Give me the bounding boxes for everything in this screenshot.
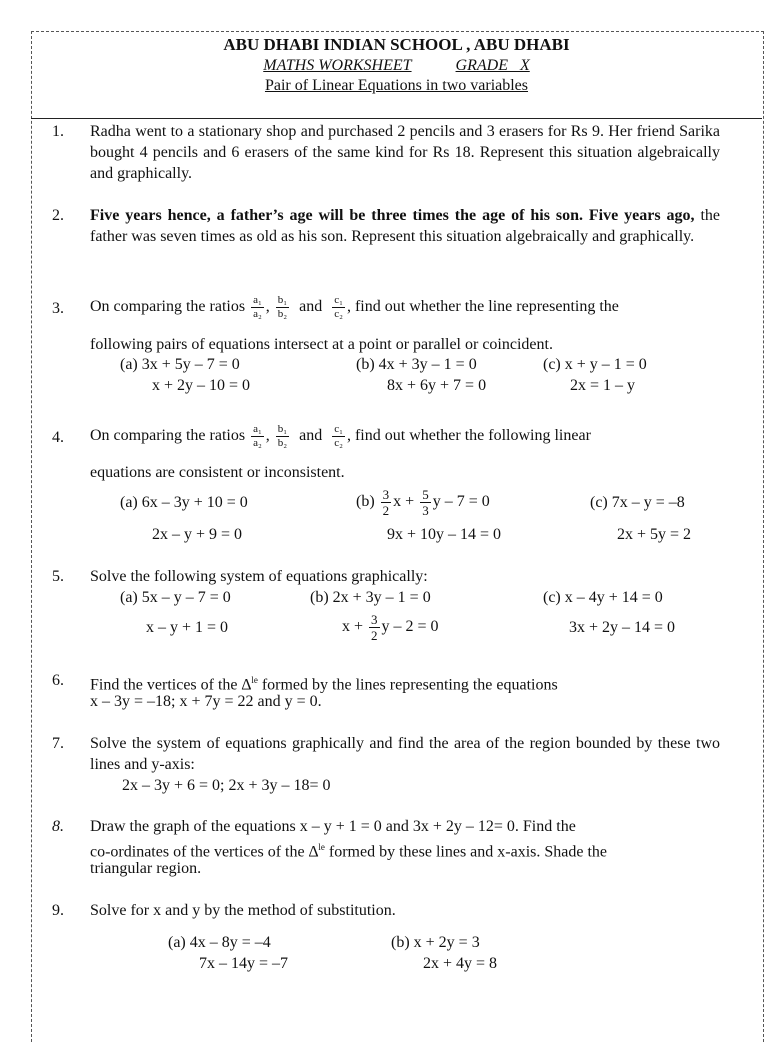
- question-3-a-eq2: x + 2y – 10 = 0: [152, 377, 251, 394]
- ratio-b: $\frac{\text{b₁}}{\text{b₂}}$: [277, 293, 288, 320]
- fraction-three-halves: $\frac{3}{2}$: [371, 611, 378, 643]
- question-3-line-2: following pairs of equations intersect at a point or parallel or coincident.: [90, 336, 553, 353]
- question-3-b-eq1: (b) 4x + 3y – 1 = 0: [356, 356, 477, 373]
- question-4-c-eq1: (c) 7x – y = –8: [590, 494, 685, 511]
- question-2: [90, 205, 720, 247]
- question-6-line-1: Find the vertices of the ∆$^{le}$ formed by the lines representing the equations: [90, 675, 558, 694]
- question-3-lead: On comparing the ratios: [90, 298, 246, 315]
- question-8-number: 8.: [52, 818, 64, 835]
- question-5-b-eq1: (b) 2x + 3y – 1 = 0: [310, 589, 431, 606]
- question-5-b-eq2: x + $\frac{3}{2}$ y – 2 = 0: [342, 611, 439, 643]
- question-9-b-eq2: 2x + 4y = 8: [423, 955, 498, 972]
- question-9-number: 9.: [52, 902, 64, 919]
- subject-label: MATHS WORKSHEET: [263, 57, 412, 74]
- question-9-a-eq2: 7x – 14y = –7: [199, 955, 289, 972]
- ratio-b: $\frac{\text{b₁}}{\text{b₂}}$: [277, 422, 288, 449]
- fraction-three-halves: $\frac{3}{2}$: [382, 486, 390, 518]
- worksheet-subtitle: [31, 56, 762, 76]
- question-9-a-eq1: (a) 4x – 8y = –4: [168, 934, 271, 951]
- question-3-c-eq2: 2x = 1 – y: [570, 377, 636, 394]
- question-4-number: 4.: [52, 429, 64, 446]
- question-5-a-eq2: x – y + 1 = 0: [146, 619, 229, 636]
- question-8-line-1: Draw the graph of the equations x – y + 1 = 0 and 3x + 2y – 12= 0. Find the: [90, 818, 576, 835]
- question-2-number: 2.: [52, 207, 64, 224]
- question-3-number: 3.: [52, 300, 64, 317]
- ratio-c: $\frac{\text{c₁}}{\text{c₂}}$: [334, 293, 343, 320]
- question-5-c-eq1: (c) x – 4y + 14 = 0: [543, 589, 663, 606]
- question-6-number: 6.: [52, 672, 64, 689]
- question-4-line-2: equations are consistent or inconsistent.: [90, 464, 345, 481]
- question-7-equations: 2x – 3y + 6 = 0; 2x + 3y – 18= 0: [122, 777, 331, 794]
- ratio-a: $\frac{\text{a₁}}{\text{a₂}}$: [253, 293, 262, 320]
- question-4-b-eq2: 9x + 10y – 14 = 0: [387, 526, 502, 543]
- question-4-a-eq2: 2x – y + 9 = 0: [152, 526, 243, 543]
- question-4-lead: On comparing the ratios: [90, 427, 246, 444]
- question-3-c-eq1: (c) x + y – 1 = 0: [543, 356, 647, 373]
- question-5-text: Solve the following system of equations graphically:: [90, 568, 428, 585]
- question-4-line-1: On comparing the ratios $\frac{\text{a₁}}{\text{a₂}}$ , $\frac{\text{b₁}}{\text{b₂}}$ and $\frac{\text{c₁}}{\text{c₂}}$ , find out whether the following linear: [90, 422, 591, 449]
- question-5-a-eq1: (a) 5x – y – 7 = 0: [120, 589, 231, 606]
- fraction-five-thirds: $\frac{5}{3}$: [422, 486, 429, 518]
- question-7-number: 7.: [52, 735, 64, 752]
- header-divider: [31, 118, 762, 119]
- question-3-a-eq1: (a) 3x + 5y – 7 = 0: [120, 356, 240, 373]
- question-4-b-eq1: (b) $\frac{3}{2}$ x + $\frac{5}{3}$ y – 7 = 0: [356, 486, 490, 518]
- question-4-tail: , find out whether the following linear: [346, 427, 591, 444]
- question-9-text: Solve for x and y by the method of substitution.: [90, 902, 396, 919]
- question-4-c-eq2: 2x + 5y = 2: [617, 526, 692, 543]
- question-1-text: Radha went to a stationary shop and purchased 2 pencils and 3 erasers for Rs 9. Her friend Sarika bought 4 pencils and 6 erasers of the same kind for Rs 18. Represent this situation algebraically and graphically.: [90, 123, 720, 182]
- ratio-a: $\frac{\text{a₁}}{\text{a₂}}$: [253, 422, 262, 449]
- ratio-c: $\frac{\text{c₁}}{\text{c₂}}$: [334, 422, 343, 449]
- question-2-text: the father was seven times as old as his son. Represent this situation algebraically and graphically.: [90, 207, 721, 245]
- question-3-line-1: On comparing the ratios $\frac{\text{a₁}}{\text{a₂}}$ , $\frac{\text{b₁}}{\text{b₂}}$ and $\frac{\text{c₁}}{\text{c₂}}$ , find out whether the line representing the: [90, 293, 619, 320]
- question-4-and: and: [299, 427, 323, 444]
- question-5-number: 5.: [52, 568, 64, 585]
- question-3-b-eq2: 8x + 6y + 7 = 0: [387, 377, 487, 394]
- question-5-c-eq2: 3x + 2y – 14 = 0: [569, 619, 676, 636]
- question-9-b-eq1: (b) x + 2y = 3: [391, 934, 480, 951]
- question-4-a-eq1: (a) 6x – 3y + 10 = 0: [120, 494, 248, 511]
- question-3-and: and: [299, 298, 323, 315]
- question-8-line-2: co-ordinates of the vertices of the ∆$^{le}$ formed by these lines and x-axis. Shade the: [90, 842, 608, 861]
- question-2-bold-text: Five years hence, a father’s age will be three times the age of his son. Five years ago,: [90, 207, 695, 224]
- question-6-line-2: x – 3y = –18; x + 7y = 22 and y = 0.: [90, 693, 322, 710]
- school-name: ABU DHABI INDIAN SCHOOL , ABU DHABI: [223, 35, 570, 54]
- question-8-line-3: triangular region.: [90, 860, 202, 877]
- question-1-number: 1.: [52, 123, 64, 140]
- worksheet-header: [31, 34, 762, 96]
- topic-title: Pair of Linear Equations in two variables: [264, 77, 529, 94]
- grade-label: GRADE X: [455, 57, 530, 74]
- question-3-tail: , find out whether the line representing the: [346, 298, 619, 315]
- question-7-text: Solve the system of equations graphically and find the area of the region bounded by these two lines and y-axis:: [90, 735, 720, 773]
